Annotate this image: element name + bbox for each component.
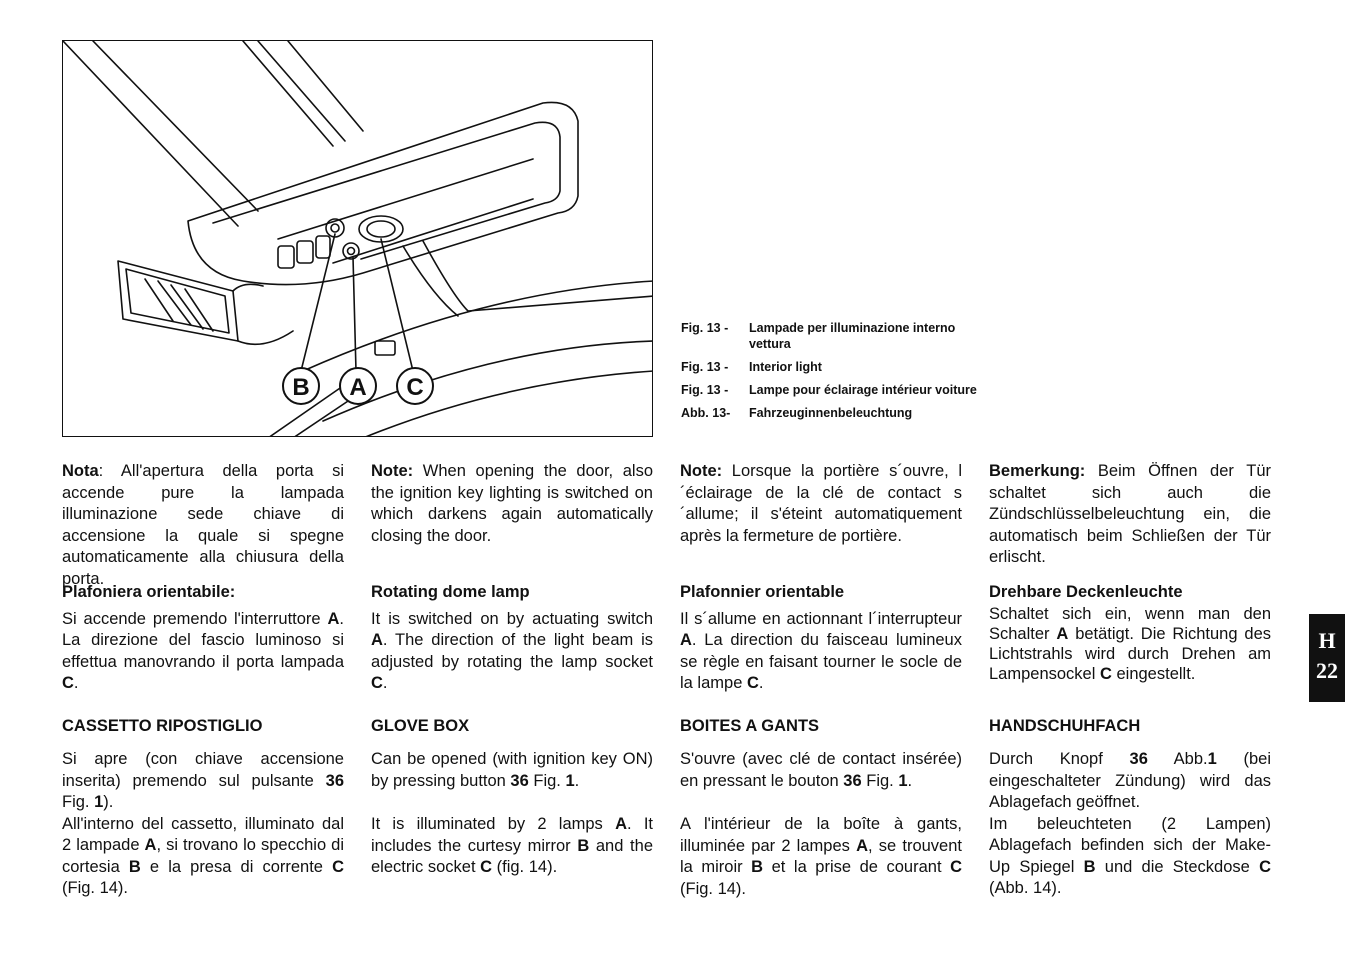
caption-number: Abb. 13- — [681, 406, 731, 420]
fr-lamp-section — [680, 582, 962, 695]
de-glove-section — [989, 749, 1271, 900]
body-text: (Fig. 14). — [680, 879, 747, 898]
body-text: . — [758, 674, 764, 692]
en-note — [371, 461, 653, 547]
ref-a: A — [615, 815, 627, 833]
fr-glove-heading-block — [680, 716, 962, 738]
note-text: Beim Öffnen der Tür schaltet sich auch die Zündschlüsselbeleuchtung ein, die automatisch beim Schließen der Tür erlischt. — [989, 462, 1271, 566]
body-text: Im beleuchteten (2 Lampen) Ablagefach befinden sich der Make-Up Spiegel — [989, 814, 1271, 876]
fr-note — [680, 461, 962, 547]
it-note — [62, 461, 344, 590]
ref-c: C — [950, 858, 962, 876]
ref-c: C — [62, 674, 74, 692]
figure-captions — [681, 320, 981, 428]
ref-a: A — [1056, 624, 1069, 643]
body-text: Il s´allume en actionnant l´interrupteur — [680, 609, 962, 628]
caption-en — [681, 359, 981, 375]
note-label: Note: — [680, 462, 723, 480]
body-text: . — [73, 674, 79, 692]
body-text: . La direction du faisceau lumineux se règle en faisant tourner le socle de la lampe — [680, 631, 962, 692]
note-text: When opening the door, also the ignition key lighting is switched on which darkens again automatically closing the door. — [371, 462, 653, 545]
page-number: 22 — [1316, 658, 1338, 683]
body-text: A l'intérieur de la boîte à gants, illuminée par 2 lampes — [680, 815, 962, 855]
fr-glove-section — [680, 749, 962, 792]
body-text: . It includes the curtesy mirror — [371, 815, 653, 855]
body-text: (Abb. 14). — [989, 879, 1062, 897]
caption-text: Fahrzeuginnenbeleuchtung — [749, 406, 913, 420]
ref-c: C — [1099, 664, 1112, 683]
callout-c-label: C — [406, 374, 424, 401]
ref-c: C — [480, 858, 493, 876]
caption-text: Interior light — [749, 360, 822, 374]
caption-number: Fig. 13 - — [681, 360, 729, 374]
body-text: , si trovano lo specchio di cortesia — [62, 836, 344, 876]
de-glove-heading-block — [989, 716, 1271, 738]
ref-b: B — [128, 857, 141, 876]
section-heading: Plafoniera orientabile: — [62, 583, 236, 601]
body-text: Si accende premendo l'interruttore — [62, 609, 328, 628]
section-heading: Rotating dome lamp — [371, 583, 530, 601]
en-glove-heading-block — [371, 716, 653, 738]
de-note — [989, 461, 1271, 569]
ref-1: 1 — [94, 793, 104, 811]
body-text: . — [382, 674, 388, 692]
section-letter: H — [1318, 628, 1336, 653]
note-label: Nota — [62, 462, 99, 480]
body-text: S'ouvre (avec clé de contact insérée) en pressant le bouton — [680, 750, 962, 790]
body-text: . La direzione del fascio luminoso si effettua manovrando il porta lampada — [62, 609, 344, 671]
caption-de — [681, 405, 981, 421]
caption-number: Fig. 13 - — [681, 383, 729, 397]
fr-glove-section-2 — [680, 814, 962, 900]
ref-1: 1 — [565, 771, 575, 790]
it-glove-section — [62, 749, 344, 900]
callout-b-label: B — [292, 374, 310, 401]
body-text: . The direction of the light beam is adjusted by rotating the lamp socket — [371, 631, 653, 671]
ref-a: A — [680, 631, 692, 649]
ref-36: 36 — [1129, 750, 1148, 768]
body-text: (Fig. 14). — [62, 879, 129, 897]
ref-a: A — [144, 836, 157, 854]
it-glove-heading-block — [62, 716, 344, 738]
interior-light-illustration — [63, 41, 653, 437]
ref-1: 1 — [1207, 750, 1217, 768]
interior-light-figure — [62, 40, 653, 437]
en-lamp-section — [371, 582, 653, 695]
body-text: and the electric socket — [371, 836, 653, 876]
ref-c: C — [371, 674, 383, 692]
body-text: All'interno del cassetto, illuminato dal 2 lampade — [62, 814, 344, 854]
body-text: Durch Knopf — [989, 750, 1130, 768]
body-text: Can be opened (with ignition key ON) by pressing button — [371, 750, 653, 790]
section-heading: HANDSCHUHFACH — [989, 717, 1141, 735]
ref-a: A — [327, 609, 340, 628]
callout-a-label: A — [349, 374, 367, 401]
body-text: ). — [103, 793, 114, 811]
note-text: : All'apertura della porta si accende pure la lampada illuminazione sede chiave di accensione la quale si spegne automaticamente alla chiusura della porta. — [62, 462, 344, 588]
ref-36: 36 — [325, 771, 344, 790]
ref-36: 36 — [843, 771, 862, 790]
caption-text: Lampe pour éclairage intérieur voiture — [749, 383, 977, 397]
caption-it — [681, 320, 981, 352]
ref-a: A — [371, 631, 383, 649]
body-text: et la prise de courant — [763, 858, 951, 876]
body-text: eingestellt. — [1111, 664, 1196, 683]
en-glove-section-2 — [371, 814, 653, 879]
section-tab — [1309, 614, 1345, 702]
note-label: Bemerkung: — [989, 462, 1086, 480]
ref-c: C — [332, 857, 345, 876]
section-heading: BOITES A GANTS — [680, 717, 820, 735]
en-glove-section — [371, 749, 653, 792]
body-text: e la presa di corrente — [140, 857, 333, 876]
ref-36: 36 — [510, 771, 529, 790]
section-heading: Drehbare Deckenleuchte — [989, 583, 1183, 601]
body-text: Schaltet sich ein, wenn man den Schalter — [989, 604, 1271, 643]
it-lamp-section — [62, 582, 344, 695]
caption-text: Lampade per illuminazione interno vettura — [749, 321, 956, 351]
note-text: Lorsque la portière s´ouvre, l´éclairage de la clé de contact s´allume; il s'éteint automatiquement après la fermeture de portière. — [680, 462, 962, 545]
ref-1: 1 — [898, 771, 908, 790]
body-text: Si apre (con chiave accensione inserita) premendo sul pulsante — [62, 750, 344, 790]
body-text: It is illuminated by 2 lamps — [371, 815, 616, 833]
body-text: betätigt. Die Richtung des Lichtstrahls wird durch Drehen am Lampensockel — [989, 624, 1271, 683]
body-text: Fig. — [62, 793, 95, 811]
body-text: (fig. 14). — [492, 858, 558, 876]
body-text: . — [574, 771, 580, 790]
caption-fr — [681, 382, 981, 398]
ref-c: C — [746, 674, 759, 692]
ref-b: B — [751, 858, 764, 876]
body-text: und die Steckdose — [1095, 857, 1260, 876]
body-text: Abb. — [1147, 750, 1208, 768]
section-heading: Plafonnier orientable — [680, 583, 845, 601]
ref-a: A — [856, 836, 868, 855]
body-text: , se trouvent la miroir — [680, 836, 962, 876]
body-text: Fig. — [528, 771, 566, 790]
body-text: Fig. — [861, 771, 899, 790]
ref-b: B — [577, 836, 590, 855]
body-text: It is switched on by actuating switch — [371, 609, 653, 628]
caption-number: Fig. 13 - — [681, 321, 729, 335]
ref-b: B — [1083, 857, 1096, 876]
note-label: Note: — [371, 462, 414, 480]
ref-c: C — [1259, 857, 1271, 876]
body-text: (bei eingeschalteter Zündung) wird das Ablagefach geöffnet. — [989, 750, 1271, 811]
section-heading: CASSETTO RIPOSTIGLIO — [62, 717, 263, 735]
de-lamp-section — [989, 582, 1271, 684]
body-text: . — [907, 771, 913, 790]
section-heading: GLOVE BOX — [371, 717, 470, 735]
